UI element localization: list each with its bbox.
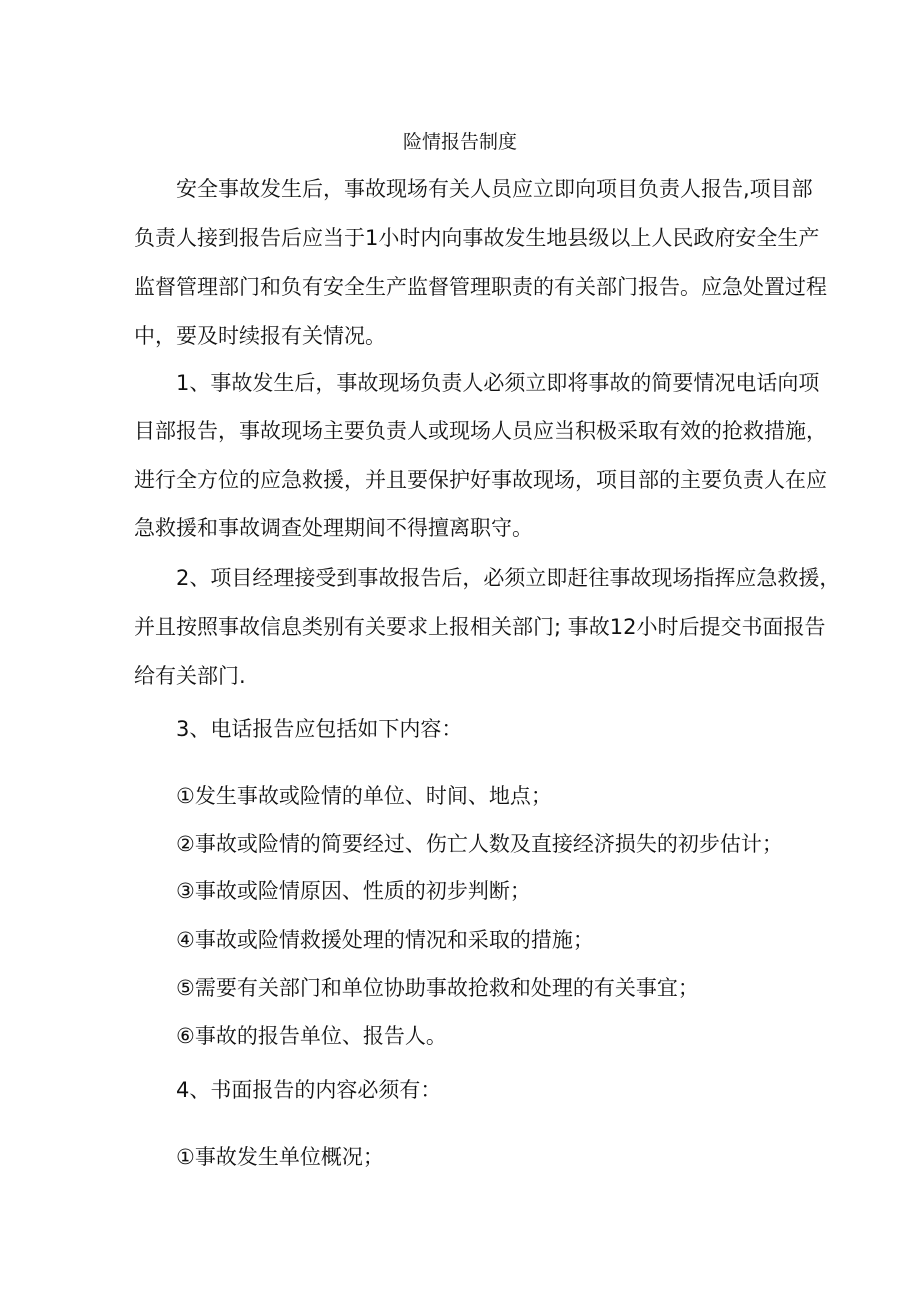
document-title: 险情报告制度 <box>402 131 517 153</box>
section-3-item-6: ⑥事故的报告单位、报告人。 <box>176 1024 447 1048</box>
section-3-item-1: ①发生事故或险情的单位、时间、地点； <box>176 784 552 808</box>
paragraph-3-line-1: 2、项目经理接受到事故报告后，必须立即赶往事故现场指挥应急救援， <box>176 566 841 590</box>
paragraph-1-line-1: 安全事故发生后，事故现场有关人员应立即向项目负责人报告,项目部 <box>176 177 813 201</box>
paragraph-1-line-4: 中，要及时续报有关情况。 <box>134 324 386 348</box>
paragraph-1-line-3: 监督管理部门和负有安全生产监督管理职责的有关部门报告。应急处置过程 <box>134 275 827 299</box>
section-4-heading: 4、书面报告的内容必须有： <box>176 1078 442 1102</box>
section-3-item-4: ④事故或险情救援处理的情况和采取的措施； <box>176 928 594 952</box>
section-3-item-3: ③事故或险情原因、性质的初步判断； <box>176 879 531 903</box>
paragraph-3-line-3: 给有关部门. <box>134 664 246 688</box>
section-4-item-1: ①事故发生单位概况； <box>176 1145 384 1169</box>
paragraph-3-line-2: 并且按照事故信息类别有关要求上报相关部门; 事故12小时后提交书面报告 <box>134 615 826 639</box>
section-3-item-5: ⑤需要有关部门和单位协助事故抢救和处理的有关事宜； <box>176 976 699 1000</box>
section-3-item-2: ②事故或险情的简要经过、伤亡人数及直接经济损失的初步估计； <box>176 832 783 856</box>
paragraph-2-line-3: 进行全方位的应急救援，并且要保护好事故现场，项目部的主要负责人在应 <box>134 468 827 492</box>
paragraph-2-line-1: 1、事故发生后，事故现场负责人必须立即将事故的简要情况电话向项 <box>176 371 820 395</box>
paragraph-2-line-2: 目部报告，事故现场主要负责人或现场人员应当积极采取有效的抢救措施， <box>134 419 827 443</box>
paragraph-1-line-2: 负责人接到报告后应当于1小时内向事故发生地县级以上人民政府安全生产 <box>134 226 820 250</box>
section-3-heading: 3、电话报告应包括如下内容： <box>176 717 463 741</box>
paragraph-2-line-4: 急救援和事故调查处理期间不得擅离职守。 <box>134 516 533 540</box>
